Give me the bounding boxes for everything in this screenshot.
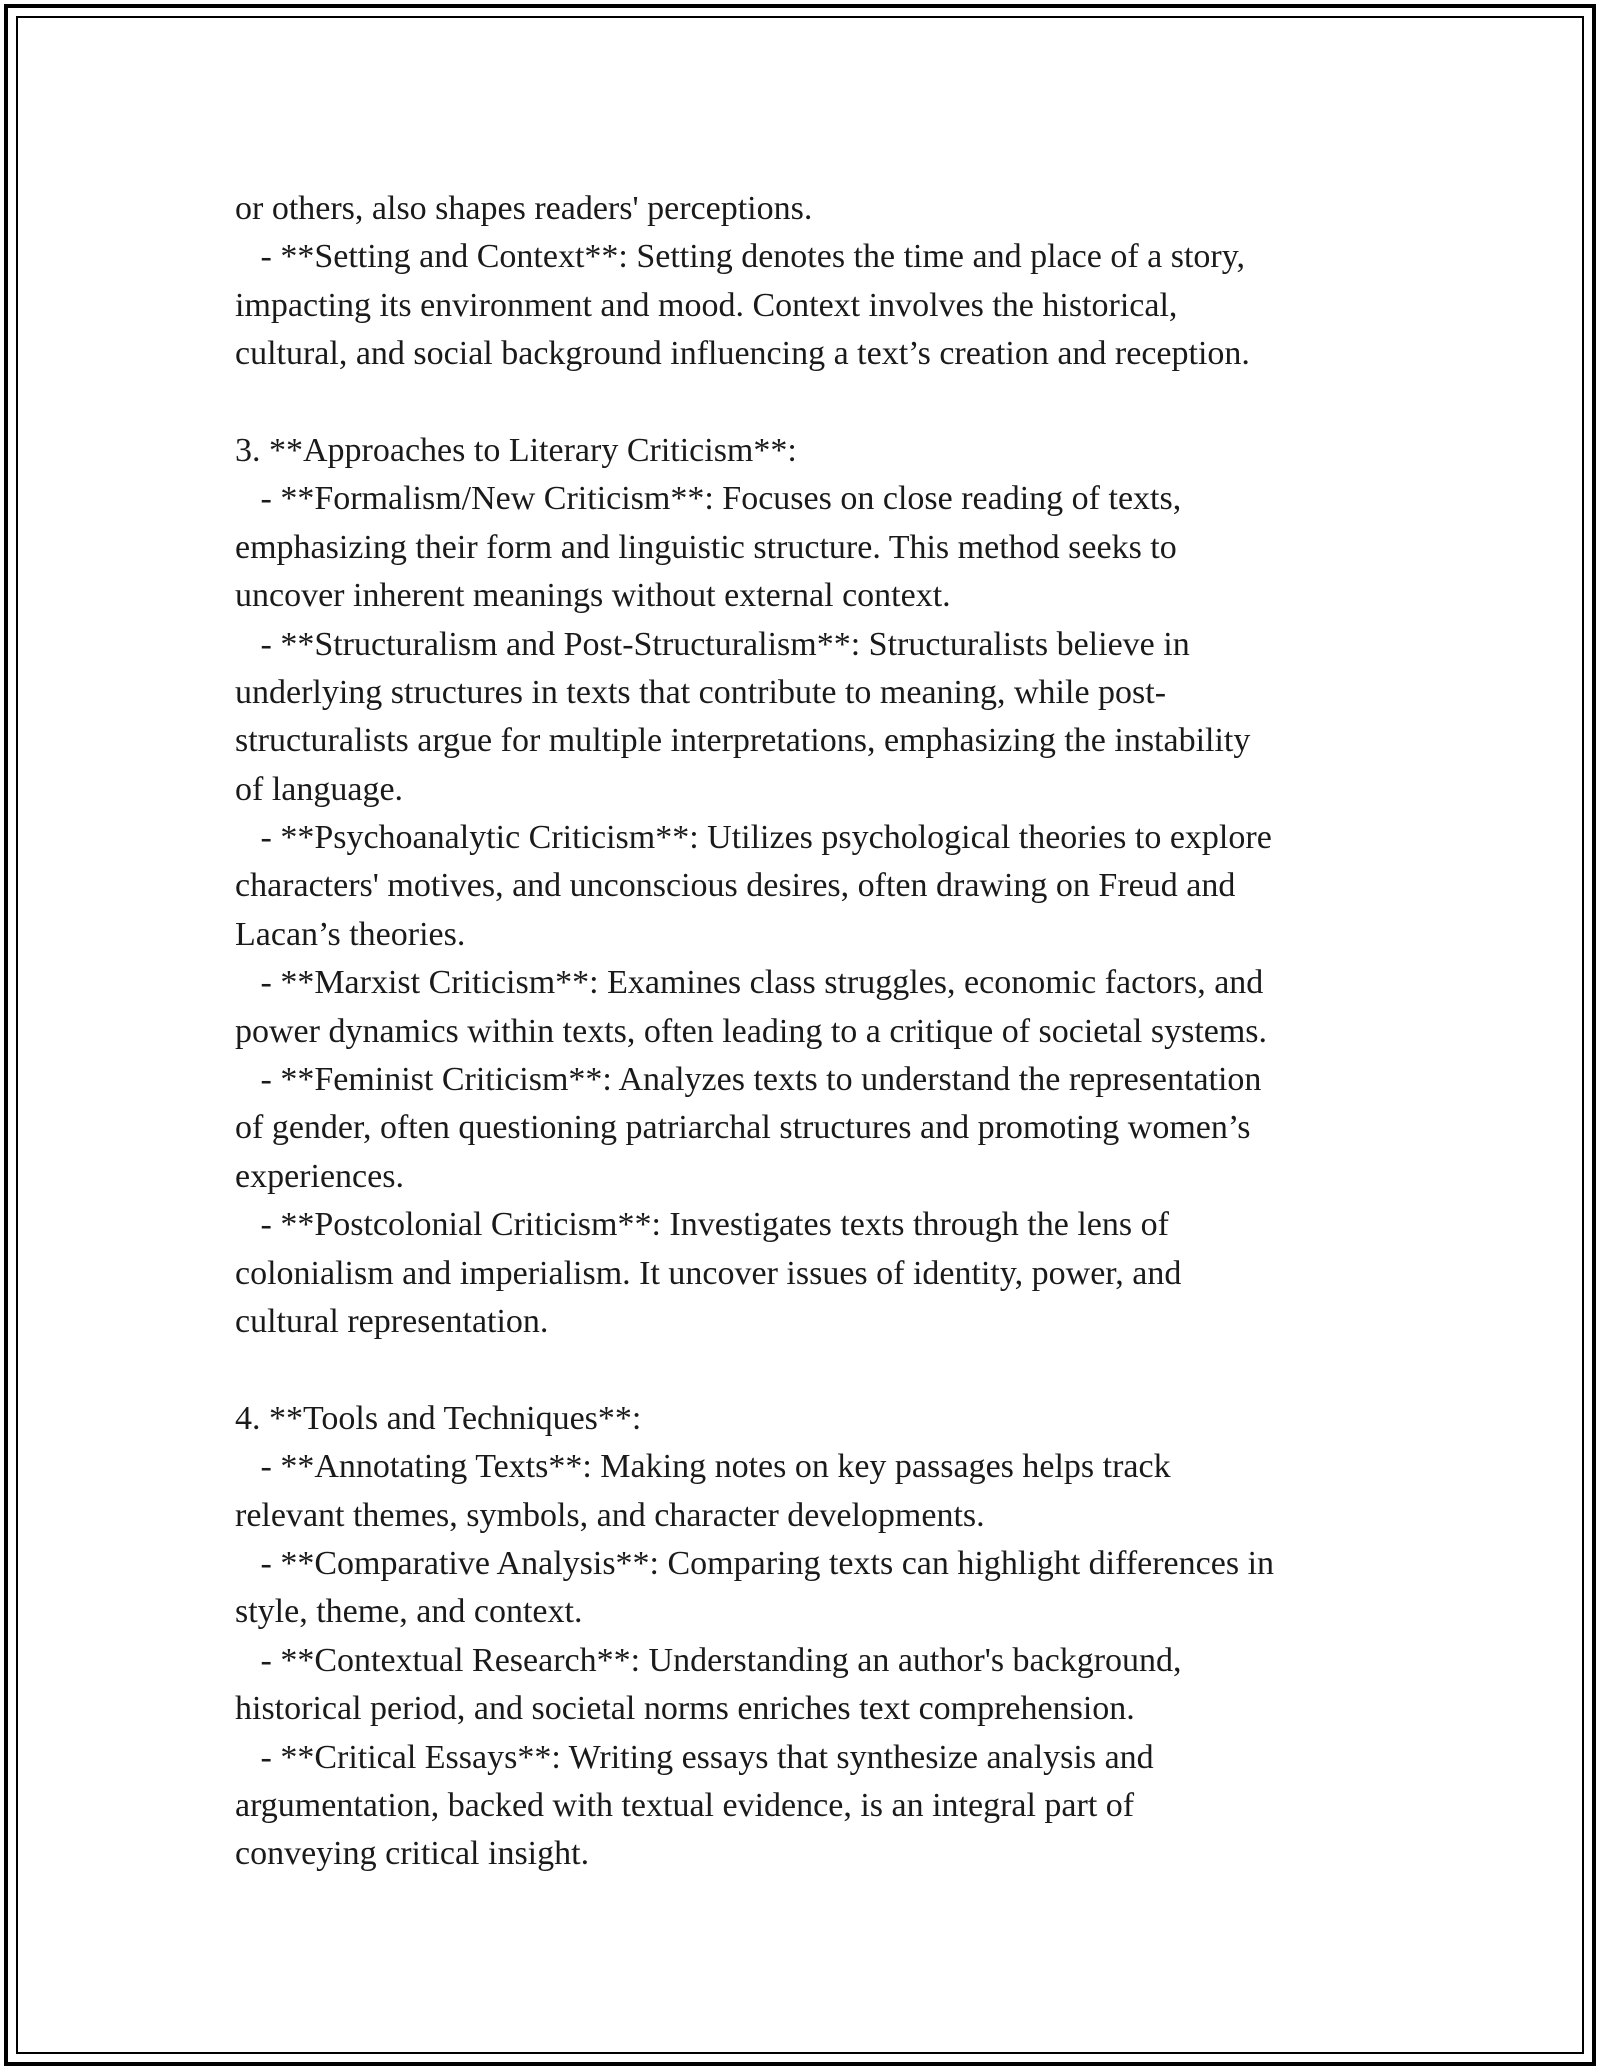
text-line: - **Postcolonial Criticism**: Investigates texts through the lens of [235,1206,1169,1244]
text-line: colonialism and imperialism. It uncover issues of identity, power, and [235,1254,1182,1292]
text-line: relevant themes, symbols, and character developments. [235,1496,985,1534]
document-body [235,185,1415,1879]
text-line: - **Formalism/New Criticism**: Focuses on close reading of texts, [235,480,1182,518]
text-line: uncover inherent meanings without external context. [235,577,951,615]
text-line: underlying structures in texts that contribute to meaning, while post- [235,673,1167,711]
blank-line [235,1346,1415,1394]
text-line: experiences. [235,1157,404,1195]
text-line: characters' motives, and unconscious desires, often drawing on Freud and [235,867,1236,905]
section-heading: 3. **Approaches to Literary Criticism**: [235,431,797,469]
text-line: - **Critical Essays**: Writing essays that synthesize analysis and [235,1738,1154,1776]
text-line: cultural representation. [235,1302,549,1340]
text-line: cultural, and social background influencing a text’s creation and reception. [235,335,1250,373]
text-line: or others, also shapes readers' perceptions. [235,190,813,227]
text-line: conveying critical insight. [235,1835,590,1873]
text-line: - **Marxist Criticism**: Examines class struggles, economic factors, and [235,964,1264,1002]
text-line: - **Setting and Context**: Setting denotes the time and place of a story, [235,238,1246,276]
text-line: style, theme, and context. [235,1593,583,1631]
text-line: - **Annotating Texts**: Making notes on key passages helps track [235,1448,1171,1486]
text-line: of language. [235,770,404,808]
text-line: power dynamics within texts, often leading to a critique of societal systems. [235,1012,1268,1050]
text-line: Lacan’s theories. [235,915,466,953]
text-line: historical period, and societal norms enriches text comprehension. [235,1690,1135,1728]
text-line: - **Structuralism and Post-Structuralism**: Structuralists believe in [235,625,1190,663]
text-line: - **Contextual Research**: Understanding an author's background, [235,1641,1182,1679]
text-line: - **Feminist Criticism**: Analyzes texts to understand the representation [235,1061,1262,1099]
blank-line [235,379,1415,427]
text-line: impacting its environment and mood. Context involves the historical, [235,286,1178,324]
text-line: - **Psychoanalytic Criticism**: Utilizes psychological theories to explore [235,819,1272,857]
text-line: emphasizing their form and linguistic structure. This method seeks to [235,528,1177,566]
text-line: - **Comparative Analysis**: Comparing texts can highlight differences in [235,1544,1275,1582]
section-heading: 4. **Tools and Techniques**: [235,1399,642,1437]
text-line: of gender, often questioning patriarchal structures and promoting women’s [235,1109,1251,1147]
text-line: argumentation, backed with textual evidence, is an integral part of [235,1786,1135,1824]
text-line: structuralists argue for multiple interpretations, emphasizing the instability [235,722,1251,760]
